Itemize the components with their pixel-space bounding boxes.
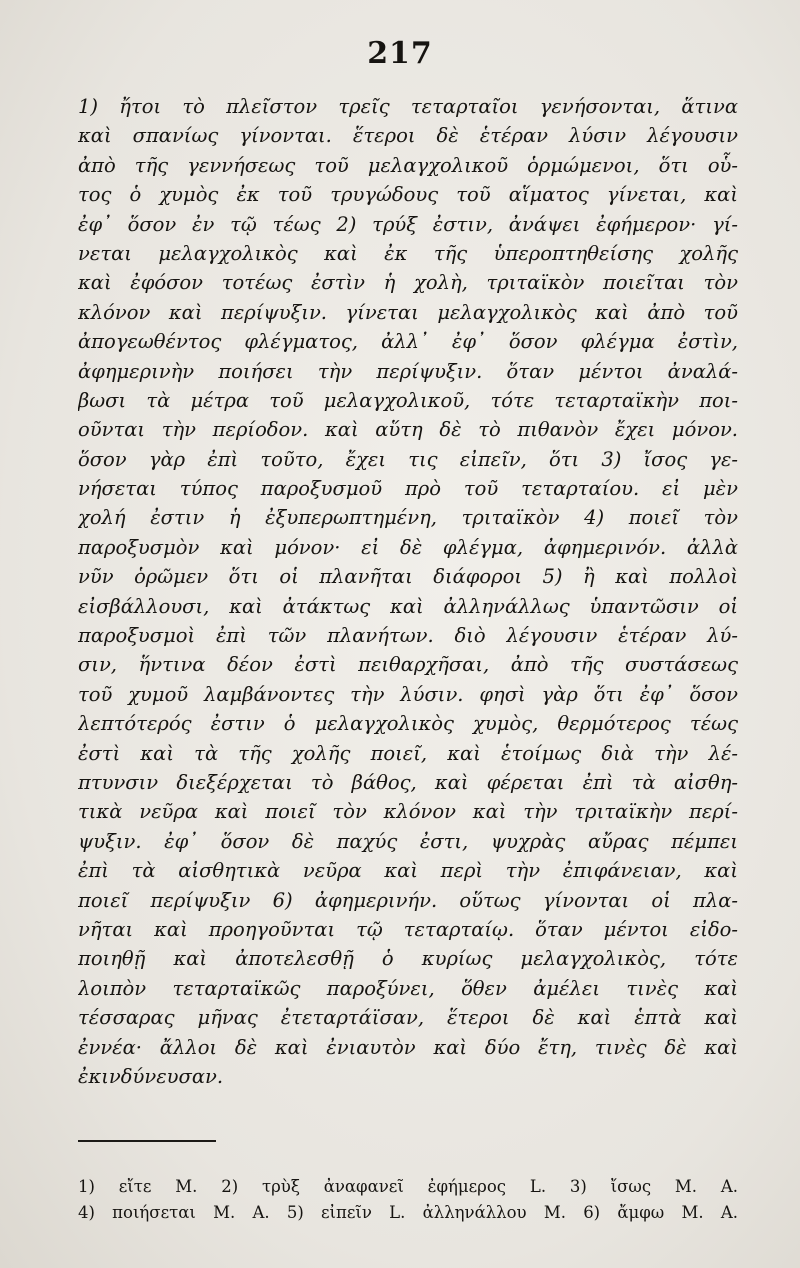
text-line: παροξυσμοὶ ἐπὶ τῶν πλανήτων. διὸ λέγουσιν ἑτέραν λύ- (78, 624, 738, 648)
text-line: νῆται καὶ προηγοῦνται τῷ τεταρταίῳ. ὅταν μέντοι εἰδο- (78, 917, 738, 941)
text-line: βωσι τὰ μέτρα τοῦ μελαγχολικοῦ, τότε τεταρταϊκὴν ποι- (78, 388, 738, 412)
text-line: νήσεται τύπος παροξυσμοῦ πρὸ τοῦ τεταρταίου. εἰ μὲν (78, 477, 738, 501)
text-line: σιν, ἥντινα δέον ἐστὶ πειθαρχῆσαι, ἀπὸ τῆς συστάσεως (78, 653, 738, 677)
text-line: νεται μελαγχολικὸς καὶ ἐκ τῆς ὑπεροπτηθείσης χολῆς (78, 241, 738, 265)
text-line: οῦνται τὴν περίοδον. καὶ αὕτη δὲ τὸ πιθανὸν ἔχει μόνον. (78, 418, 738, 442)
text-line: ἐπὶ τὰ αἰσθητικὰ νεῦρα καὶ περὶ τὴν ἐπιφάνειαν, καὶ (78, 859, 738, 883)
footnote-line: 4) ποιήσεται M. A. 5) εἰπεῖν L. ἀλληνάλλου M. 6) ἄμφω M. A. (78, 1203, 738, 1222)
footnote-divider (78, 1140, 216, 1142)
text-line: ψυξιν. ἐφ᾽ ὅσον δὲ παχύς ἐστι, ψυχρὰς αὔρας πέμπει (78, 829, 738, 853)
footnote-line: 1) εἴτε M. 2) τρὺξ ἀναφανεῖ ἐφήμερος L. 3) ἴσως M. A. (78, 1177, 738, 1196)
text-line: λεπτότερός ἐστιν ὁ μελαγχολικὸς χυμὸς, θερμότερος τέως (78, 712, 738, 736)
text-line: ὅσον γὰρ ἐπὶ τοῦτο, ἔχει τις εἰπεῖν, ὅτι 3) ἴσος γε- (78, 447, 738, 471)
text-line: ἀπογεωθέντος φλέγματος, ἀλλ᾽ ἐφ᾽ ὅσον φλέγμα ἐστὶν, (78, 330, 738, 354)
text-line: πτυνσιν διεξέρχεται τὸ βάθος, καὶ φέρεται ἐπὶ τὰ αἰσθη- (78, 770, 738, 794)
text-line: τοῦ χυμοῦ λαμβάνοντες τὴν λύσιν. φησὶ γὰρ ὅτι ἐφ᾽ ὅσον (78, 682, 738, 706)
footnotes-block (78, 1174, 738, 1226)
text-line: 1) ἤτοι τὸ πλεῖστον τρεῖς τεταρταῖοι γενήσονται, ἅτινα (78, 95, 738, 118)
text-line: παροξυσμὸν καὶ μόνον· εἰ δὲ φλέγμα, ἀφημερινόν. ἀλλὰ (78, 535, 738, 559)
text-line: ἀπὸ τῆς γεννήσεως τοῦ μελαγχολικοῦ ὁρμώμενοι, ὅτι οὗ- (78, 153, 738, 177)
text-line: καὶ ἐφόσον τοτέως ἐστὶν ἡ χολὴ, τριταϊκὸν ποιεῖται τὸν (78, 271, 738, 295)
text-line: ἐννέα· ἄλλοι δὲ καὶ ἐνιαυτὸν καὶ δύο ἔτη, τινὲς δὲ καὶ (78, 1035, 738, 1059)
text-line: κλόνον καὶ περίψυξιν. γίνεται μελαγχολικὸς καὶ ἀπὸ τοῦ (78, 300, 738, 324)
text-line: ἐστὶ καὶ τὰ τῆς χολῆς ποιεῖ, καὶ ἑτοίμως διὰ τὴν λέ- (78, 741, 738, 765)
text-line: χολή ἐστιν ἡ ἐξυπερωπτημένη, τριταϊκὸν 4) ποιεῖ τὸν (78, 506, 738, 530)
text-line: λοιπὸν τεταρταϊκῶς παροξύνει, ὅθεν ἀμέλει τινὲς καὶ (78, 976, 738, 1000)
text-line: νῦν ὁρῶμεν ὅτι οἱ πλανῆται διάφοροι 5) ἢ καὶ πολλοὶ (78, 565, 738, 589)
text-line: ἐκινδύνευσαν. (78, 1064, 224, 1088)
text-line: εἰσβάλλουσι, καὶ ἀτάκτως καὶ ἀλληνάλλως ὑπαντῶσιν οἱ (78, 594, 738, 618)
main-text-block (78, 92, 738, 1091)
text-line: ποιηθῇ καὶ ἀποτελεσθῇ ὁ κυρίως μελαγχολικὸς, τότε (78, 947, 738, 971)
text-line: τέσσαρας μῆνας ἐτεταρτάϊσαν, ἕτεροι δὲ καὶ ἑπτὰ καὶ (78, 1006, 738, 1030)
text-line: ἀφημερινὴν ποιήσει τὴν περίψυξιν. ὅταν μέντοι ἀναλά- (78, 359, 738, 383)
page-number: 217 (367, 36, 433, 71)
text-line: καὶ σπανίως γίνονται. ἕτεροι δὲ ἑτέραν λύσιν λέγουσιν (78, 124, 738, 148)
text-line: τικὰ νεῦρα καὶ ποιεῖ τὸν κλόνον καὶ τὴν τριταϊκὴν περί- (78, 800, 738, 824)
text-line: τος ὁ χυμὸς ἐκ τοῦ τρυγώδους τοῦ αἵματος γίνεται, καὶ (78, 183, 738, 207)
text-line: ἐφ᾽ ὅσον ἐν τῷ τέως 2) τρύξ ἐστιν, ἀνάψει ἐφήμερον· γί- (78, 212, 738, 236)
text-line: ποιεῖ περίψυξιν 6) ἀφημερινήν. οὕτως γίνονται οἱ πλα- (78, 888, 738, 912)
